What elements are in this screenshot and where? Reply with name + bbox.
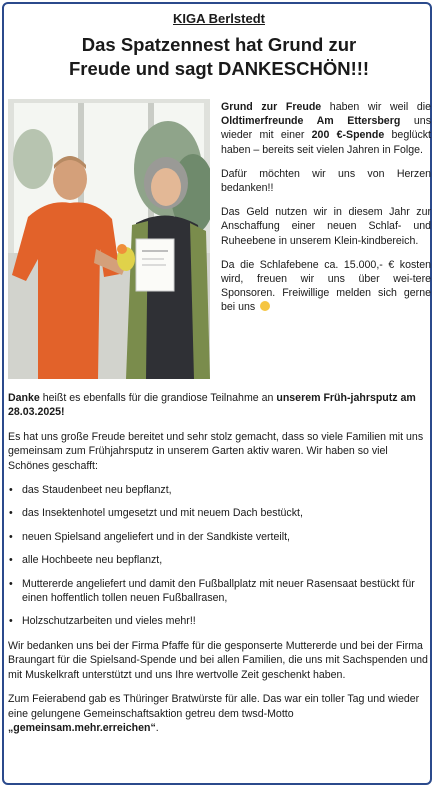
list-item: • Holzschutzarbeiten und vieles mehr!! (8, 614, 429, 628)
sponsor-call-paragraph (221, 258, 431, 315)
text-span: uns wieder mit einer (221, 115, 431, 142)
motto: „gemeinsam.mehr.erreichen“ (8, 721, 156, 734)
list-item: • das Staudenbeet neu bepflanzt, (8, 483, 429, 497)
spring-cleaning-thanks (8, 391, 429, 420)
smiley-emoji-icon (260, 301, 270, 311)
headline (0, 33, 438, 81)
main-article-body (8, 391, 429, 745)
donation-text (221, 100, 431, 325)
text-span: . (155, 721, 159, 734)
families-paragraph: Es hat uns große Freude bereitet und sehr stolz gemacht, dass so viele Familien mit uns gemeinsam zum Frühjahrsputz in unserem Garten aktiv waren. Wir haben so viel Schönes geschafft: (8, 430, 424, 472)
usage-paragraph: Das Geld nutzen wir in diesem Jahr zur Anschaffung einer neuen Schlaf- und Ruheebene in unserem Klein-kindbereich. (221, 206, 431, 247)
donation-paragraph (221, 100, 431, 157)
text-span: Zum Feierabend gab es Thüringer Bratwürste für alle. Das war ein toller Tag und wieder eine gelungene Gemeinschaftsaktion getreu dem twsd-Motto (8, 693, 420, 720)
closing-paragraph (8, 692, 429, 735)
headline-line-1: Das Spatzennest hat Grund zur (81, 34, 357, 55)
highlight-date: unserem Früh-jahrsputz am 28.03.2025! (8, 392, 416, 419)
text-span: heißt es ebenfalls für die grandiose Teilnahme an (39, 392, 277, 404)
highlight-grund: Grund zur Freude (221, 101, 322, 113)
headline-line-2: Freude und sagt DANKESCHÖN!!! (68, 58, 370, 79)
donation-photo (8, 99, 210, 379)
highlight-danke: Danke (8, 392, 40, 404)
list-item: • neuen Spielsand angeliefert und in der Sandkiste verteilt, (8, 530, 429, 544)
text-span: haben wir weil die (321, 101, 431, 113)
kindergarten-label: KIGA Berlstedt (173, 11, 265, 26)
highlight-sponsor: Oldtimerfreunde Am Ettersberg (221, 115, 401, 128)
thanks-paragraph: Dafür möchten wir uns von Herzen bedanken!! (221, 167, 431, 195)
list-item: • Muttererde angeliefert und damit den Fußballplatz mit neuer Rasensaat bestückt für einen hoffentlich tollen neuen Fußballrasen, (8, 577, 429, 606)
text-span: Da die Schlafebene ca. 15.000,- € kosten wird, freuen wir uns über wei-tere Sponsoren. Freiwillige melden sich gerne bei uns (221, 258, 431, 314)
highlight-amount: 200 €-Spende (311, 129, 385, 142)
list-item: • alle Hochbeete neu bepflanzt, (8, 553, 429, 567)
text-span: beglückt haben – bereits seit vielen Jahren in Folge. (221, 129, 431, 156)
accomplishments-list (8, 483, 429, 629)
sponsors-thanks-paragraph: Wir bedanken uns bei der Firma Pfaffe für die gesponserte Muttererde und bei der Firma Braungart für die Spielsand-Spende und bei allen Familien, die uns mit Sachspenden und mit Muskelkraft unterstützt und uns Ihre wertvolle Zeit geschenkt haben. (8, 639, 428, 681)
list-item: • das Insektenhotel umgesetzt und mit neuem Dach bestückt, (8, 506, 429, 520)
